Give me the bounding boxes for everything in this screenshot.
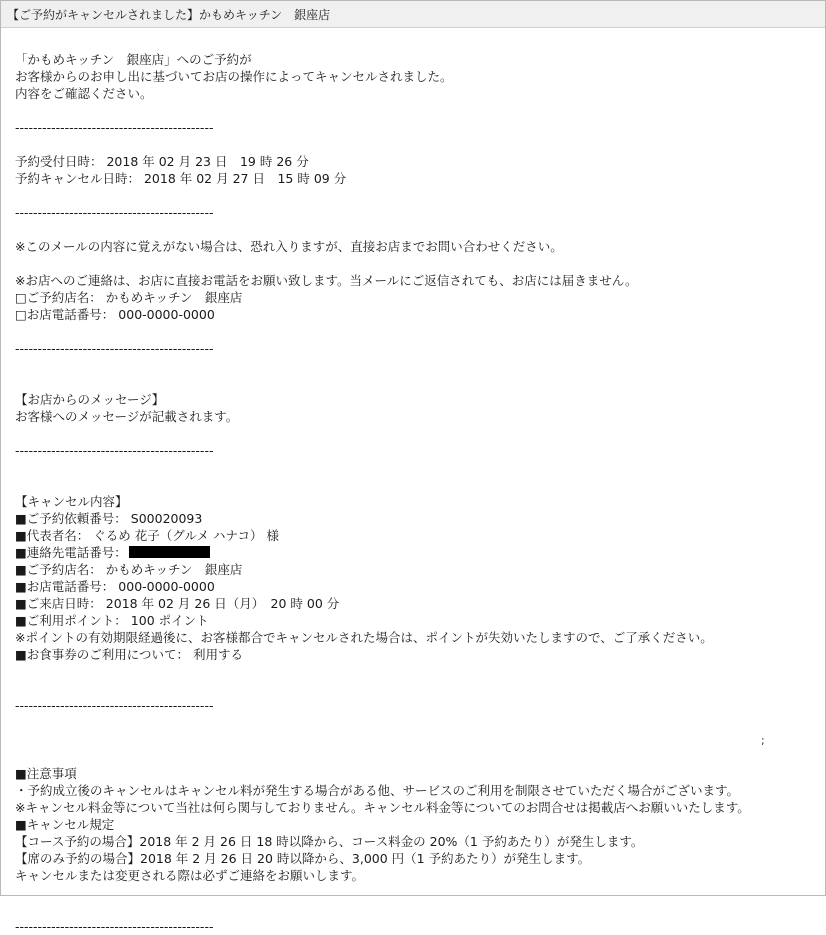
separator: -------------------------------------------- [15,341,214,356]
caution-2: ※キャンセル料金等について当社は何ら関与しておりません。キャンセル料金等についてのお問合せは掲載店へお願いいたします。 [15,800,750,815]
separator: -------------------------------------------- [15,698,214,713]
representative-name: ■代表者名： ぐるめ 花子（グルメ ハナコ） 様 [15,528,279,543]
contact-phone-row [15,544,811,561]
message-text: お客様へのメッセージが記載されます。 [15,409,239,424]
mail-body [15,34,811,934]
store-name: ■ご予約店名： かもめキッチン 銀座店 [15,562,243,577]
separator: -------------------------------------------- [15,443,214,458]
caution-1: ・予約成立後のキャンセルはキャンセル料が発生する場合がある他、サービスのご利用を制限させていただく場合がございます。 [15,783,740,798]
cancel-heading: 【キャンセル内容】 [15,494,128,509]
reservation-received-time: 予約受付日時： 2018 年 02 月 23 日 19 時 26 分 [15,154,309,169]
mail-subject: 【ご予約がキャンセルされました】かもめキッチン 銀座店 [1,1,825,28]
visit-datetime: ■ご来店日時： 2018 年 02 月 26 日（月） 20 時 00 分 [15,596,340,611]
intro-line-1: 「かもめキッチン 銀座店」へのご予約が [15,52,252,67]
meal-ticket-usage: ■お食事券のご利用について： 利用する [15,647,244,662]
policy-heading: ■キャンセル規定 [15,817,115,832]
store-phone: ■お店電話番号： 000-0000-0000 [15,579,215,594]
contact-notice: ※お店へのご連絡は、お店に直接お電話をお願い致します。当メールにご返信されても、お店には届きません。 [15,273,638,288]
notice-unknown: ※このメールの内容に覚えがない場合は、恐れ入りますが、直接お店までお問い合わせください。 [15,239,563,254]
separator: -------------------------------------------- [15,205,214,220]
store-phone-line: □お店電話番号： 000-0000-0000 [15,307,215,322]
message-heading: 【お店からのメッセージ】 [15,392,165,407]
points-used: ■ご利用ポイント： 100 ポイント [15,613,209,628]
points-note: ※ポイントの有効期限経過後に、お客様都合でキャンセルされた場合は、ポイントが失効いたしますので、ご了承ください。 [15,630,713,645]
contact-phone-label: ■連絡先電話番号： [15,545,127,560]
redacted-phone-block [129,546,210,558]
caution-heading: ■注意事項 [15,766,77,781]
policy-course: 【コース予約の場合】2018 年 2 月 26 日 18 時以降から、コース料金の 20%（1 予約あたり）が発生します。 [15,834,644,849]
separator: -------------------------------------------- [15,120,214,135]
request-number: ■ご予約依頼番号： S00020093 [15,511,203,526]
stray-mark: ; [761,734,765,747]
closing-text: キャンセルまたは変更される際は必ずご連絡をお願いします。 [15,868,365,883]
store-name-line: □ご予約店名： かもめキッチン 銀座店 [15,290,243,305]
reservation-cancel-time: 予約キャンセル日時： 2018 年 02 月 27 日 15 時 09 分 [15,171,347,186]
intro-line-2: お客様からのお申し出に基づいてお店の操作によってキャンセルされました。 [15,69,453,84]
separator: -------------------------------------------- [15,919,214,934]
policy-seat-only: 【席のみ予約の場合】2018 年 2 月 26 日 20 時以降から、3,000 円（1 予約あたり）が発生します。 [15,851,591,866]
intro-line-3: 内容をご確認ください。 [15,86,153,101]
